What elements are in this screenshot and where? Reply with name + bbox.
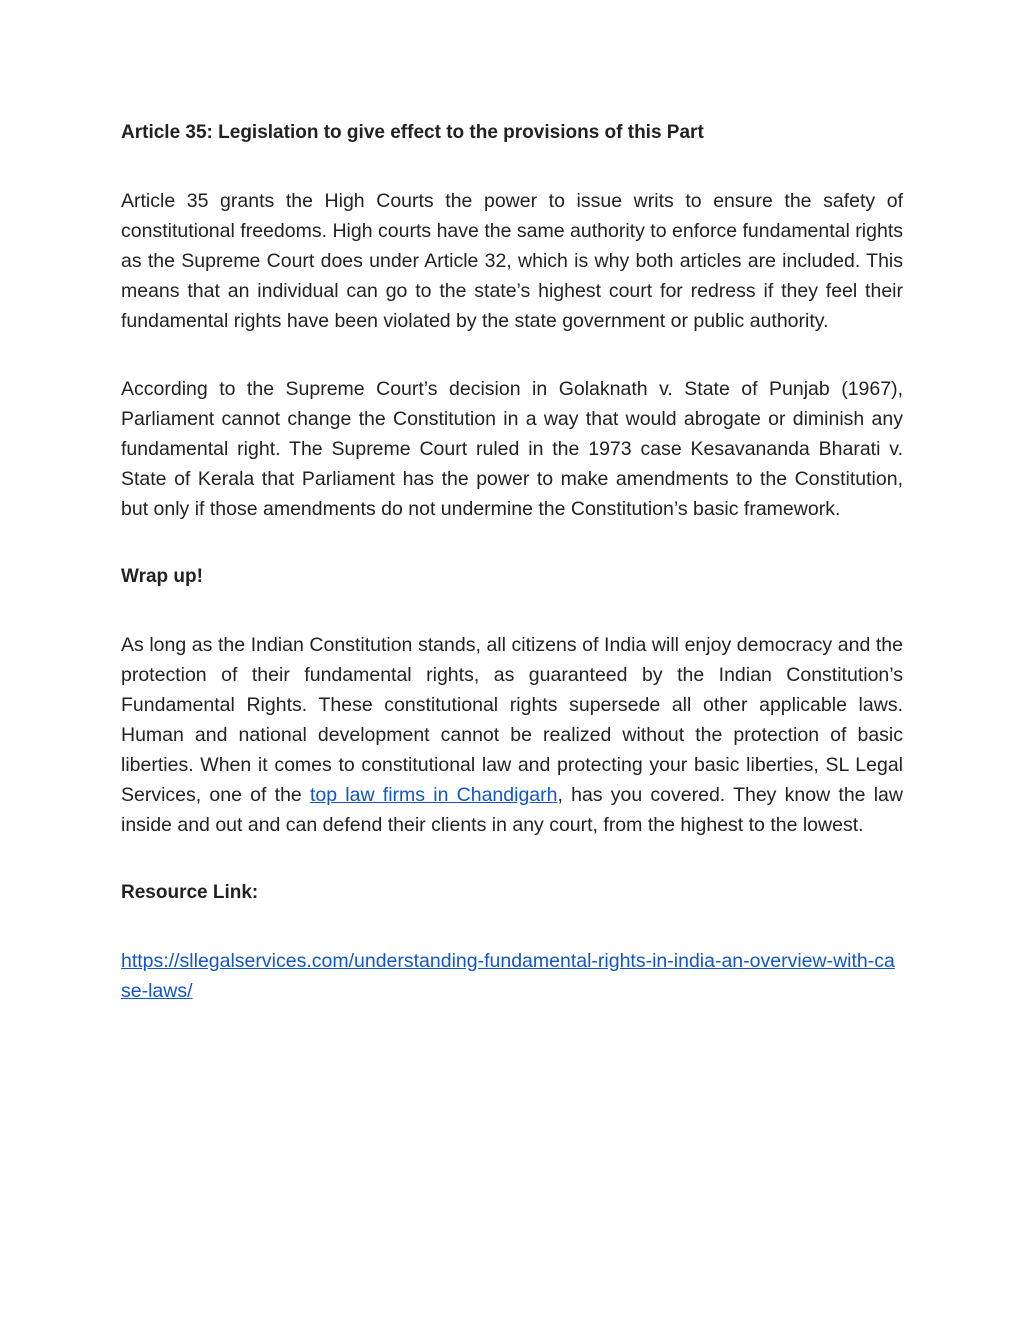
- golaknath-paragraph: According to the Supreme Court’s decision in Golaknath v. State of Punjab (1967), Parliament cannot change the Constitution in a way that would abrogate or diminish any fundamental right. The Supreme Court ruled in the 1973 case Kesavananda Bharati v. State of Kerala that Parliament has the power to make amendments to the Constitution, but only if those amendments do not undermine the Constitution’s basic framework.: [121, 378, 903, 520]
- document-page: [121, 118, 903, 1006]
- wrapup-text-after: , has you covered. They know the law inside and out and can defend their clients in any court, from the highest to the lowest.: [121, 784, 903, 836]
- resource-url-container: [121, 946, 903, 1006]
- wrapup-text-before: As long as the Indian Constitution stands, all citizens of India will enjoy democracy and the protection of their fundamental rights, as guaranteed by the Indian Constitution’s Fundamental Rights. These constitutional rights supersede all other applicable laws. Human and national development cannot be realized without the protection of basic liberties. When it comes to constitutional law and protecting your basic liberties, SL Legal Services, one of the: [121, 634, 903, 806]
- resource-url-link[interactable]: https://sllegalservices.com/understanding-fundamental-rights-in-india-an-overview-with-case-laws/: [121, 950, 895, 1002]
- law-firms-link[interactable]: top law firms in Chandigarh: [309, 784, 558, 806]
- article35-paragraph: Article 35 grants the High Courts the power to issue writs to ensure the safety of constitutional freedoms. High courts have the same authority to enforce fundamental rights as the Supreme Court does under Article 32, which is why both articles are included. This means that an individual can go to the state’s highest court for redress if they feel their fundamental rights have been violated by the state government or public authority.: [121, 190, 903, 332]
- wrapup-paragraph: [121, 630, 903, 840]
- article35-heading: Article 35: Legislation to give effect to the provisions of this Part: [121, 122, 704, 143]
- wrapup-heading: Wrap up!: [121, 566, 203, 587]
- resource-heading: Resource Link:: [121, 882, 259, 903]
